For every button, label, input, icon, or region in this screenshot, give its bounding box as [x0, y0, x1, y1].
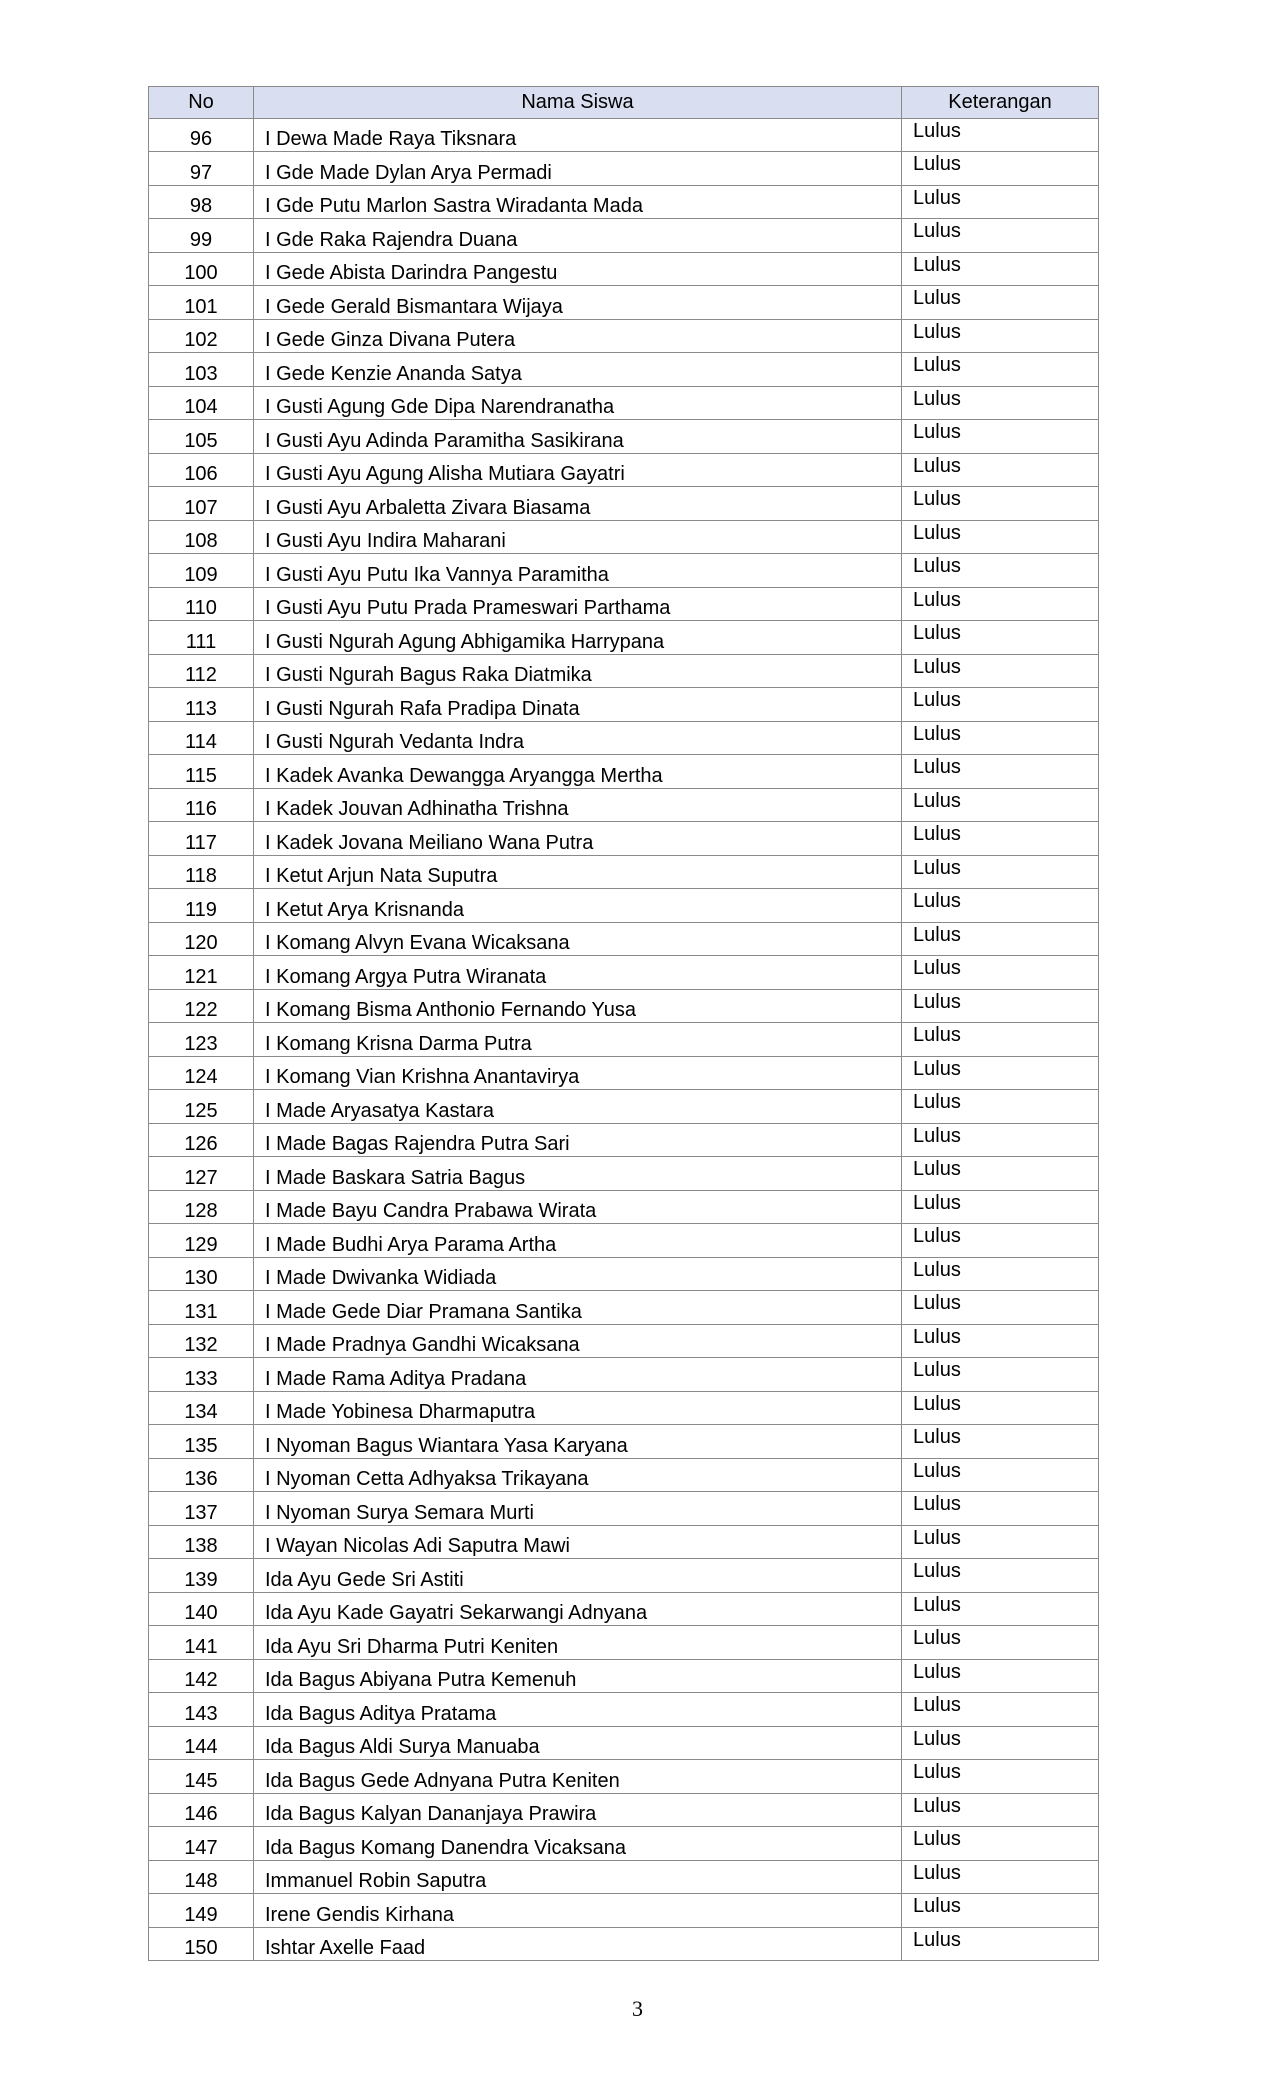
- table-row: [149, 487, 1099, 521]
- row-number: 127: [149, 1157, 254, 1191]
- table-row: [149, 788, 1099, 822]
- status-remark: Lulus: [902, 554, 1099, 588]
- table-row: [149, 1592, 1099, 1626]
- row-number: 105: [149, 420, 254, 454]
- student-name: I Gusti Ngurah Vedanta Indra: [254, 721, 902, 755]
- row-number: 146: [149, 1793, 254, 1827]
- row-number: 108: [149, 520, 254, 554]
- status-remark: Lulus: [902, 755, 1099, 789]
- student-name: I Gde Made Dylan Arya Permadi: [254, 152, 902, 186]
- status-remark: Lulus: [902, 319, 1099, 353]
- graduation-table: [148, 86, 1099, 1961]
- row-number: 118: [149, 855, 254, 889]
- table-row: [149, 1726, 1099, 1760]
- student-name: I Komang Alvyn Evana Wicaksana: [254, 922, 902, 956]
- student-name: I Kadek Jouvan Adhinatha Trishna: [254, 788, 902, 822]
- table-header: [149, 87, 1099, 119]
- table-row: [149, 152, 1099, 186]
- student-name: I Wayan Nicolas Adi Saputra Mawi: [254, 1525, 902, 1559]
- table-row: [149, 1391, 1099, 1425]
- student-name: I Made Baskara Satria Bagus: [254, 1157, 902, 1191]
- header-no: No: [149, 87, 254, 119]
- row-number: 138: [149, 1525, 254, 1559]
- student-name: I Gede Gerald Bismantara Wijaya: [254, 286, 902, 320]
- table-row: [149, 118, 1099, 152]
- table-row: [149, 956, 1099, 990]
- student-name: I Gusti Agung Gde Dipa Narendranatha: [254, 386, 902, 420]
- row-number: 132: [149, 1324, 254, 1358]
- status-remark: Lulus: [902, 1224, 1099, 1258]
- status-remark: Lulus: [902, 1458, 1099, 1492]
- student-name: I Made Budhi Arya Parama Artha: [254, 1224, 902, 1258]
- student-name: I Gusti Ayu Indira Maharani: [254, 520, 902, 554]
- status-remark: Lulus: [902, 1693, 1099, 1727]
- status-remark: Lulus: [902, 822, 1099, 856]
- status-remark: Lulus: [902, 654, 1099, 688]
- status-remark: Lulus: [902, 855, 1099, 889]
- status-remark: Lulus: [902, 420, 1099, 454]
- status-remark: Lulus: [902, 587, 1099, 621]
- row-number: 148: [149, 1860, 254, 1894]
- table-row: [149, 822, 1099, 856]
- table-row: [149, 554, 1099, 588]
- student-name: I Ketut Arya Krisnanda: [254, 889, 902, 923]
- student-name: I Ketut Arjun Nata Suputra: [254, 855, 902, 889]
- student-name: I Made Yobinesa Dharmaputra: [254, 1391, 902, 1425]
- status-remark: Lulus: [902, 1190, 1099, 1224]
- table-row: [149, 1894, 1099, 1928]
- table-row: [149, 1291, 1099, 1325]
- table-row: [149, 1123, 1099, 1157]
- row-number: 135: [149, 1425, 254, 1459]
- row-number: 101: [149, 286, 254, 320]
- status-remark: Lulus: [902, 453, 1099, 487]
- table-row: [149, 252, 1099, 286]
- row-number: 126: [149, 1123, 254, 1157]
- status-remark: Lulus: [902, 1927, 1099, 1961]
- student-name: I Gusti Ayu Agung Alisha Mutiara Gayatri: [254, 453, 902, 487]
- table-row: [149, 520, 1099, 554]
- status-remark: Lulus: [902, 922, 1099, 956]
- status-remark: Lulus: [902, 1123, 1099, 1157]
- status-remark: Lulus: [902, 721, 1099, 755]
- row-number: 109: [149, 554, 254, 588]
- row-number: 123: [149, 1023, 254, 1057]
- status-remark: Lulus: [902, 1324, 1099, 1358]
- table-row: [149, 319, 1099, 353]
- table-row: [149, 1358, 1099, 1392]
- status-remark: Lulus: [902, 353, 1099, 387]
- status-remark: Lulus: [902, 1592, 1099, 1626]
- status-remark: Lulus: [902, 788, 1099, 822]
- table-row: [149, 654, 1099, 688]
- table-row: [149, 989, 1099, 1023]
- status-remark: Lulus: [902, 1157, 1099, 1191]
- row-number: 110: [149, 587, 254, 621]
- table-row: [149, 1827, 1099, 1861]
- student-name: I Made Dwivanka Widiada: [254, 1257, 902, 1291]
- row-number: 136: [149, 1458, 254, 1492]
- row-number: 121: [149, 956, 254, 990]
- student-name: I Gusti Ngurah Rafa Pradipa Dinata: [254, 688, 902, 722]
- student-name: I Gusti Ayu Putu Prada Prameswari Parthama: [254, 587, 902, 621]
- row-number: 147: [149, 1827, 254, 1861]
- student-name: I Komang Bisma Anthonio Fernando Yusa: [254, 989, 902, 1023]
- student-name: Ida Bagus Komang Danendra Vicaksana: [254, 1827, 902, 1861]
- status-remark: Lulus: [902, 1827, 1099, 1861]
- student-name: I Gusti Ayu Adinda Paramitha Sasikirana: [254, 420, 902, 454]
- row-number: 125: [149, 1090, 254, 1124]
- row-number: 141: [149, 1626, 254, 1660]
- row-number: 119: [149, 889, 254, 923]
- student-name: I Made Gede Diar Pramana Santika: [254, 1291, 902, 1325]
- row-number: 129: [149, 1224, 254, 1258]
- table-row: [149, 386, 1099, 420]
- status-remark: Lulus: [902, 252, 1099, 286]
- row-number: 128: [149, 1190, 254, 1224]
- table-row: [149, 1425, 1099, 1459]
- student-name: Ida Bagus Aldi Surya Manuaba: [254, 1726, 902, 1760]
- student-name: I Made Rama Aditya Pradana: [254, 1358, 902, 1392]
- row-number: 139: [149, 1559, 254, 1593]
- status-remark: Lulus: [902, 1257, 1099, 1291]
- student-name: I Kadek Avanka Dewangga Aryangga Mertha: [254, 755, 902, 789]
- table-row: [149, 587, 1099, 621]
- student-name: I Gede Kenzie Ananda Satya: [254, 353, 902, 387]
- table-row: [149, 1793, 1099, 1827]
- status-remark: Lulus: [902, 1626, 1099, 1660]
- status-remark: Lulus: [902, 1291, 1099, 1325]
- table-row: [149, 353, 1099, 387]
- status-remark: Lulus: [902, 386, 1099, 420]
- row-number: 134: [149, 1391, 254, 1425]
- status-remark: Lulus: [902, 1425, 1099, 1459]
- table-row: [149, 1458, 1099, 1492]
- table-row: [149, 1626, 1099, 1660]
- table-row: [149, 185, 1099, 219]
- status-remark: Lulus: [902, 956, 1099, 990]
- status-remark: Lulus: [902, 989, 1099, 1023]
- row-number: 124: [149, 1056, 254, 1090]
- row-number: 140: [149, 1592, 254, 1626]
- table-row: [149, 1659, 1099, 1693]
- row-number: 100: [149, 252, 254, 286]
- status-remark: Lulus: [902, 1726, 1099, 1760]
- row-number: 117: [149, 822, 254, 856]
- status-remark: Lulus: [902, 1659, 1099, 1693]
- table-row: [149, 755, 1099, 789]
- row-number: 143: [149, 1693, 254, 1727]
- student-name: Ida Bagus Kalyan Dananjaya Prawira: [254, 1793, 902, 1827]
- table-row: [149, 1056, 1099, 1090]
- table-row: [149, 922, 1099, 956]
- table-row: [149, 889, 1099, 923]
- table-row: [149, 453, 1099, 487]
- table-row: [149, 420, 1099, 454]
- row-number: 102: [149, 319, 254, 353]
- status-remark: Lulus: [902, 1492, 1099, 1526]
- row-number: 106: [149, 453, 254, 487]
- student-name: I Komang Vian Krishna Anantavirya: [254, 1056, 902, 1090]
- table-row: [149, 688, 1099, 722]
- row-number: 96: [149, 118, 254, 152]
- status-remark: Lulus: [902, 1760, 1099, 1794]
- status-remark: Lulus: [902, 219, 1099, 253]
- student-name: I Gede Abista Darindra Pangestu: [254, 252, 902, 286]
- row-number: 149: [149, 1894, 254, 1928]
- row-number: 142: [149, 1659, 254, 1693]
- row-number: 144: [149, 1726, 254, 1760]
- student-name: I Kadek Jovana Meiliano Wana Putra: [254, 822, 902, 856]
- status-remark: Lulus: [902, 1056, 1099, 1090]
- student-name: I Nyoman Bagus Wiantara Yasa Karyana: [254, 1425, 902, 1459]
- status-remark: Lulus: [902, 1793, 1099, 1827]
- row-number: 114: [149, 721, 254, 755]
- table-row: [149, 1693, 1099, 1727]
- table-body: [149, 118, 1099, 1961]
- student-name: I Gusti Ayu Putu Ika Vannya Paramitha: [254, 554, 902, 588]
- status-remark: Lulus: [902, 286, 1099, 320]
- header-row: [149, 87, 1099, 119]
- status-remark: Lulus: [902, 118, 1099, 152]
- row-number: 98: [149, 185, 254, 219]
- row-number: 103: [149, 353, 254, 387]
- status-remark: Lulus: [902, 1023, 1099, 1057]
- status-remark: Lulus: [902, 1860, 1099, 1894]
- status-remark: Lulus: [902, 487, 1099, 521]
- row-number: 107: [149, 487, 254, 521]
- student-name: I Gede Ginza Divana Putera: [254, 319, 902, 353]
- status-remark: Lulus: [902, 185, 1099, 219]
- table-row: [149, 1760, 1099, 1794]
- student-name: I Gde Raka Rajendra Duana: [254, 219, 902, 253]
- student-name: Ida Ayu Sri Dharma Putri Keniten: [254, 1626, 902, 1660]
- table-row: [149, 1525, 1099, 1559]
- status-remark: Lulus: [902, 1559, 1099, 1593]
- student-name: I Nyoman Cetta Adhyaksa Trikayana: [254, 1458, 902, 1492]
- row-number: 112: [149, 654, 254, 688]
- student-name: I Made Pradnya Gandhi Wicaksana: [254, 1324, 902, 1358]
- student-name: Ishtar Axelle Faad: [254, 1927, 902, 1961]
- table-row: [149, 1257, 1099, 1291]
- header-remarks: Keterangan: [902, 87, 1099, 119]
- table-row: [149, 1090, 1099, 1124]
- status-remark: Lulus: [902, 1391, 1099, 1425]
- status-remark: Lulus: [902, 1090, 1099, 1124]
- student-name: I Gde Putu Marlon Sastra Wiradanta Mada: [254, 185, 902, 219]
- table-row: [149, 1190, 1099, 1224]
- student-name: Ida Ayu Gede Sri Astiti: [254, 1559, 902, 1593]
- student-name: I Made Bayu Candra Prabawa Wirata: [254, 1190, 902, 1224]
- row-number: 150: [149, 1927, 254, 1961]
- row-number: 115: [149, 755, 254, 789]
- row-number: 120: [149, 922, 254, 956]
- table-row: [149, 1559, 1099, 1593]
- student-name: Ida Bagus Abiyana Putra Kemenuh: [254, 1659, 902, 1693]
- table-row: [149, 1860, 1099, 1894]
- student-name: Immanuel Robin Saputra: [254, 1860, 902, 1894]
- student-name: Ida Ayu Kade Gayatri Sekarwangi Adnyana: [254, 1592, 902, 1626]
- student-name: I Gusti Ngurah Agung Abhigamika Harrypana: [254, 621, 902, 655]
- row-number: 99: [149, 219, 254, 253]
- student-name: I Gusti Ngurah Bagus Raka Diatmika: [254, 654, 902, 688]
- table-row: [149, 1492, 1099, 1526]
- status-remark: Lulus: [902, 152, 1099, 186]
- row-number: 122: [149, 989, 254, 1023]
- row-number: 97: [149, 152, 254, 186]
- student-name: Irene Gendis Kirhana: [254, 1894, 902, 1928]
- row-number: 130: [149, 1257, 254, 1291]
- row-number: 113: [149, 688, 254, 722]
- table-row: [149, 286, 1099, 320]
- status-remark: Lulus: [902, 1358, 1099, 1392]
- row-number: 116: [149, 788, 254, 822]
- row-number: 104: [149, 386, 254, 420]
- table-row: [149, 1324, 1099, 1358]
- row-number: 111: [149, 621, 254, 655]
- student-name: I Nyoman Surya Semara Murti: [254, 1492, 902, 1526]
- student-name: I Komang Krisna Darma Putra: [254, 1023, 902, 1057]
- status-remark: Lulus: [902, 688, 1099, 722]
- row-number: 137: [149, 1492, 254, 1526]
- student-name: I Komang Argya Putra Wiranata: [254, 956, 902, 990]
- table-row: [149, 1927, 1099, 1961]
- page-number: 3: [632, 1996, 643, 2021]
- student-name: I Made Bagas Rajendra Putra Sari: [254, 1123, 902, 1157]
- table-row: [149, 1224, 1099, 1258]
- header-student-name: Nama Siswa: [254, 87, 902, 119]
- student-name: I Gusti Ayu Arbaletta Zivara Biasama: [254, 487, 902, 521]
- status-remark: Lulus: [902, 520, 1099, 554]
- student-name: Ida Bagus Aditya Pratama: [254, 1693, 902, 1727]
- table-row: [149, 855, 1099, 889]
- table-row: [149, 219, 1099, 253]
- student-name: I Dewa Made Raya Tiksnara: [254, 118, 902, 152]
- table-row: [149, 1023, 1099, 1057]
- table-row: [149, 621, 1099, 655]
- row-number: 131: [149, 1291, 254, 1325]
- status-remark: Lulus: [902, 1894, 1099, 1928]
- student-name: Ida Bagus Gede Adnyana Putra Keniten: [254, 1760, 902, 1794]
- table-row: [149, 1157, 1099, 1191]
- row-number: 145: [149, 1760, 254, 1794]
- row-number: 133: [149, 1358, 254, 1392]
- student-name: I Made Aryasatya Kastara: [254, 1090, 902, 1124]
- table-row: [149, 721, 1099, 755]
- status-remark: Lulus: [902, 889, 1099, 923]
- status-remark: Lulus: [902, 621, 1099, 655]
- status-remark: Lulus: [902, 1525, 1099, 1559]
